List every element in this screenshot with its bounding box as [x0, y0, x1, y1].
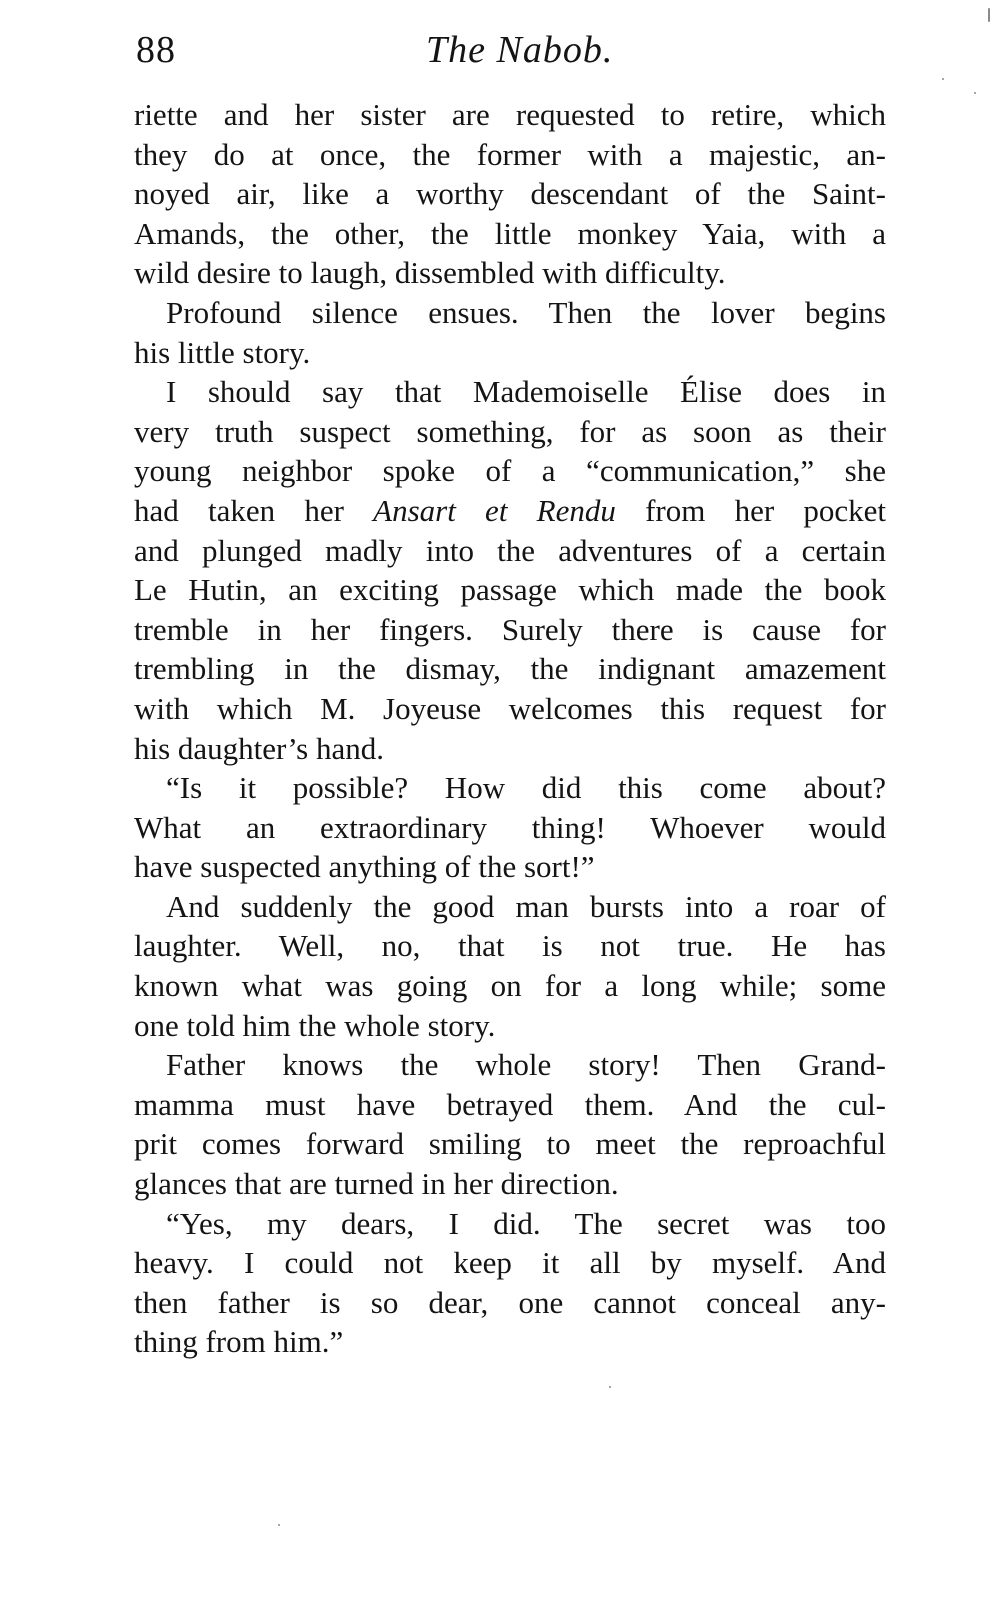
page-number: 88 — [136, 29, 176, 71]
paper-speck — [942, 78, 944, 80]
text-fragment: from her pocket — [645, 492, 887, 528]
text-line: they do at once, the former with a majestic, an- — [134, 136, 886, 172]
paper-speck — [974, 92, 976, 94]
paper-speck — [609, 1386, 611, 1388]
book-title: The Nabob. — [426, 29, 614, 71]
running-head — [136, 18, 916, 78]
text-line: Amands, the other, the little monkey Yaia, with a — [134, 215, 886, 251]
text-line: his little story. — [134, 334, 311, 370]
paragraph-start-line: “Yes, my dears, I did. The secret was too — [166, 1205, 886, 1241]
paragraph-start-line: And suddenly the good man bursts into a roar of — [166, 888, 886, 924]
text-line: known what was going on for a long while; some — [134, 968, 886, 1004]
text-line: very truth suspect something, for as soon as their — [134, 413, 886, 449]
paragraph-start-line: Father knows the whole story! Then Grand- — [166, 1047, 886, 1083]
text-line: What an extraordinary thing! Whoever would — [134, 809, 886, 845]
text-line: mamma must have betrayed them. And the cul- — [134, 1086, 886, 1122]
paragraph-start-line: “Is it possible? How did this come about? — [166, 770, 886, 806]
text-line: laughter. Well, no, that is not true. He has — [134, 928, 886, 964]
text-line: his daughter’s hand. — [134, 730, 384, 766]
book-reference-italic: Ansart et Rendu — [373, 492, 616, 528]
text-line: have suspected anything of the sort!” — [134, 849, 595, 885]
text-line: then father is so dear, one cannot conceal any- — [134, 1284, 886, 1320]
paper-speck — [988, 8, 990, 22]
text-line: trembling in the dismay, the indignant amazement — [134, 651, 886, 687]
text-line: and plunged madly into the adventures of a certain — [134, 532, 886, 568]
text-line: glances that are turned in her direction. — [134, 1166, 619, 1202]
text-line-with-italic-title — [134, 491, 886, 531]
text-line: with which M. Joyeuse welcomes this request for — [134, 690, 886, 726]
paragraph-start-line: I should say that Mademoiselle Élise does in — [166, 374, 886, 410]
paper-speck — [278, 1524, 280, 1526]
text-line: riette and her sister are requested to retire, which — [134, 97, 886, 132]
text-line: heavy. I could not keep it all by myself. And — [134, 1245, 886, 1281]
paragraph-start-line: Profound silence ensues. Then the lover begins — [166, 294, 886, 330]
text-line: wild desire to laugh, dissembled with difficulty. — [134, 255, 726, 291]
text-line: young neighbor spoke of a “communication,” she — [134, 453, 886, 489]
text-line: tremble in her fingers. Surely there is cause for — [134, 611, 886, 647]
text-line: thing from him.” — [134, 1324, 344, 1360]
text-line: Le Hutin, an exciting passage which made the book — [134, 572, 886, 608]
body-text — [134, 95, 886, 1362]
text-line: one told him the whole story. — [134, 1007, 496, 1043]
text-line: prit comes forward smiling to meet the reproachful — [134, 1126, 886, 1162]
text-line: noyed air, like a worthy descendant of the Saint- — [134, 176, 886, 212]
text-fragment: had taken her — [134, 492, 344, 528]
